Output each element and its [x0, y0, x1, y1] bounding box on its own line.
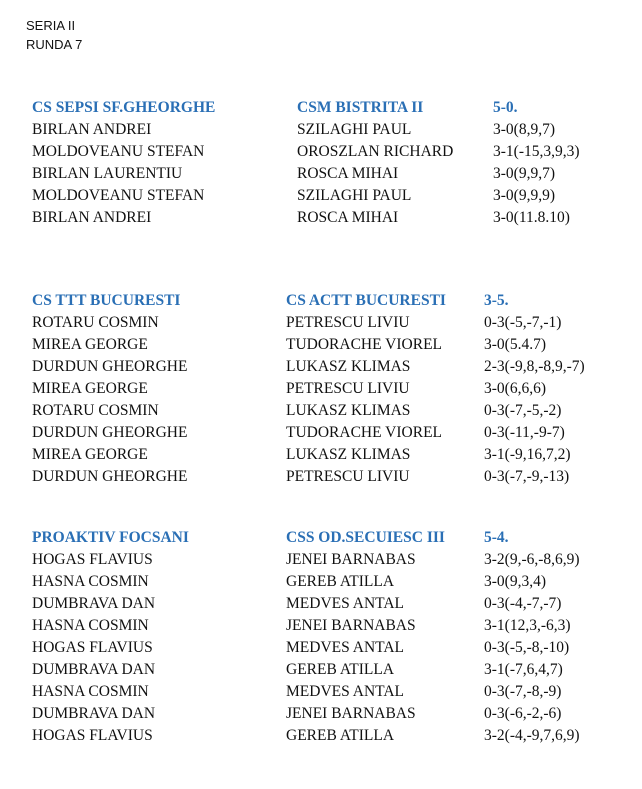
- player-b-name: JENEI BARNABAS: [286, 617, 416, 634]
- player-a-name: MIREA GEORGE: [32, 446, 148, 463]
- player-a-name: HASNA COSMIN: [32, 683, 149, 700]
- player-b-name: PETRESCU LIVIU: [286, 380, 410, 397]
- player-a-name: DURDUN GHEORGHE: [32, 468, 188, 485]
- player-a-name: ROTARU COSMIN: [32, 402, 159, 419]
- player-b-name: MEDVES ANTAL: [286, 639, 405, 656]
- team-b-name: CS ACTT BUCURESTI: [286, 292, 446, 309]
- player-b-name: MEDVES ANTAL: [286, 595, 405, 612]
- player-b-name: TUDORACHE VIOREL: [286, 424, 442, 441]
- player-b-name: PETRESCU LIVIU: [286, 314, 410, 331]
- match-header: [0, 290, 642, 312]
- game-result: 3-1(-7,6,4,7): [484, 661, 563, 678]
- player-a-name: DURDUN GHEORGHE: [32, 424, 188, 441]
- match-header: [0, 527, 642, 549]
- game-result: 0-3(-5,-8,-10): [484, 639, 570, 656]
- game-result: 3-0(11.8.10): [493, 209, 570, 226]
- match-header: [0, 97, 642, 119]
- game-result: 3-0(8,9,7): [493, 121, 555, 138]
- player-a-name: HOGAS FLAVIUS: [32, 727, 153, 744]
- game-row: [0, 725, 642, 747]
- game-row: [0, 185, 642, 207]
- game-row: [0, 378, 642, 400]
- team-a-name: PROAKTIV FOCSANI: [32, 529, 189, 546]
- match-score: 3-5.: [484, 292, 509, 309]
- game-row: [0, 312, 642, 334]
- game-result: 0-3(-5,-7,-1): [484, 314, 562, 331]
- player-a-name: ROTARU COSMIN: [32, 314, 159, 331]
- player-b-name: LUKASZ KLIMAS: [286, 402, 411, 419]
- player-a-name: HASNA COSMIN: [32, 573, 149, 590]
- series-label: SERIA II: [26, 18, 76, 33]
- game-row: [0, 593, 642, 615]
- player-b-name: ROSCA MIHAI: [297, 165, 399, 182]
- player-b-name: LUKASZ KLIMAS: [286, 358, 411, 375]
- player-a-name: DUMBRAVA DAN: [32, 595, 156, 612]
- player-a-name: HASNA COSMIN: [32, 617, 149, 634]
- game-row: [0, 659, 642, 681]
- team-b-name: CSS OD.SECUIESC III: [286, 529, 445, 546]
- game-result: 0-3(-11,-9-7): [484, 424, 565, 441]
- game-result: 0-3(-4,-7,-7): [484, 595, 562, 612]
- game-row: [0, 163, 642, 185]
- player-b-name: GEREB ATILLA: [286, 661, 395, 678]
- game-row: [0, 119, 642, 141]
- player-a-name: DURDUN GHEORGHE: [32, 358, 188, 375]
- game-result: 3-0(9,9,9): [493, 187, 555, 204]
- game-row: [0, 637, 642, 659]
- game-result: 0-3(-7,-9,-13): [484, 468, 570, 485]
- player-a-name: DUMBRAVA DAN: [32, 661, 156, 678]
- player-b-name: MEDVES ANTAL: [286, 683, 405, 700]
- player-b-name: PETRESCU LIVIU: [286, 468, 410, 485]
- player-a-name: MIREA GEORGE: [32, 380, 148, 397]
- game-result: 3-0(5.4.7): [484, 336, 546, 353]
- game-result: 3-2(9,-6,-8,6,9): [484, 551, 580, 568]
- game-row: [0, 549, 642, 571]
- game-row: [0, 207, 642, 229]
- player-b-name: SZILAGHI PAUL: [297, 187, 412, 204]
- match-score: 5-4.: [484, 529, 509, 546]
- player-a-name: BIRLAN ANDREI: [32, 209, 152, 226]
- game-row: [0, 444, 642, 466]
- player-b-name: JENEI BARNABAS: [286, 705, 416, 722]
- player-b-name: LUKASZ KLIMAS: [286, 446, 411, 463]
- player-a-name: BIRLAN LAURENTIU: [32, 165, 183, 182]
- game-result: 2-3(-9,8,-8,9,-7): [484, 358, 585, 375]
- player-a-name: MOLDOVEANU STEFAN: [32, 143, 205, 160]
- player-b-name: OROSZLAN RICHARD: [297, 143, 454, 160]
- player-b-name: ROSCA MIHAI: [297, 209, 399, 226]
- player-b-name: GEREB ATILLA: [286, 573, 395, 590]
- game-result: 3-0(9,9,7): [493, 165, 555, 182]
- game-result: 3-1(-15,3,9,3): [493, 143, 580, 160]
- game-result: 3-1(12,3,-6,3): [484, 617, 571, 634]
- round-label: RUNDA 7: [26, 37, 83, 52]
- match-score: 5-0.: [493, 99, 518, 116]
- game-row: [0, 400, 642, 422]
- game-row: [0, 466, 642, 488]
- team-a-name: CS SEPSI SF.GHEORGHE: [32, 99, 216, 116]
- game-row: [0, 703, 642, 725]
- game-row: [0, 141, 642, 163]
- game-result: 3-0(6,6,6): [484, 380, 546, 397]
- game-result: 0-3(-7,-8,-9): [484, 683, 562, 700]
- game-result: 3-0(9,3,4): [484, 573, 546, 590]
- player-a-name: BIRLAN ANDREI: [32, 121, 152, 138]
- player-a-name: MOLDOVEANU STEFAN: [32, 187, 205, 204]
- player-b-name: JENEI BARNABAS: [286, 551, 416, 568]
- player-b-name: GEREB ATILLA: [286, 727, 395, 744]
- game-result: 0-3(-7,-5,-2): [484, 402, 562, 419]
- game-row: [0, 422, 642, 444]
- player-a-name: HOGAS FLAVIUS: [32, 551, 153, 568]
- game-row: [0, 356, 642, 378]
- game-row: [0, 615, 642, 637]
- team-a-name: CS TTT BUCURESTI: [32, 292, 181, 309]
- player-a-name: MIREA GEORGE: [32, 336, 148, 353]
- player-b-name: SZILAGHI PAUL: [297, 121, 412, 138]
- game-result: 3-1(-9,16,7,2): [484, 446, 571, 463]
- player-a-name: DUMBRAVA DAN: [32, 705, 156, 722]
- game-row: [0, 571, 642, 593]
- game-result: 3-2(-4,-9,7,6,9): [484, 727, 580, 744]
- game-row: [0, 334, 642, 356]
- team-b-name: CSM BISTRITA II: [297, 99, 424, 116]
- game-result: 0-3(-6,-2,-6): [484, 705, 562, 722]
- player-a-name: HOGAS FLAVIUS: [32, 639, 153, 656]
- player-b-name: TUDORACHE VIOREL: [286, 336, 442, 353]
- game-row: [0, 681, 642, 703]
